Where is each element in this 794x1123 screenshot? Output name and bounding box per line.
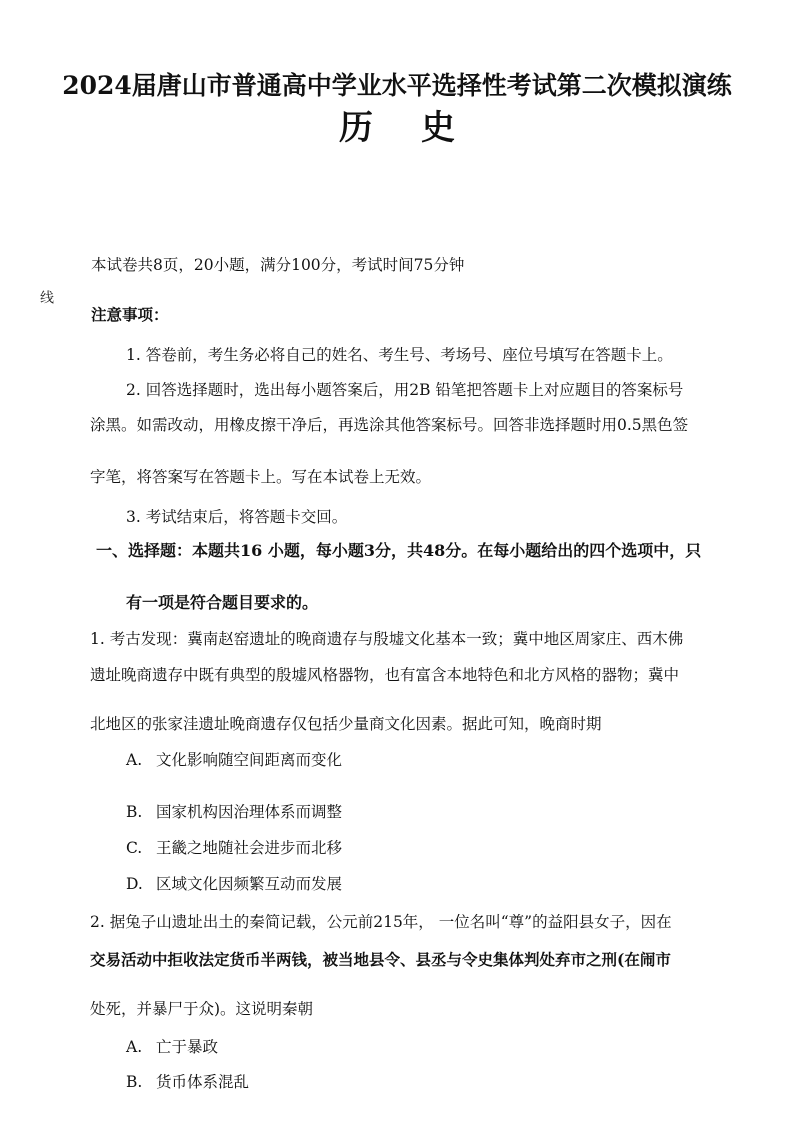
notice-item-2-line-2: 涂黑。如需改动，用橡皮擦干净后，再选涂其他答案标号。回答非选择题时用0.5黑色签 bbox=[90, 416, 689, 434]
question-1-line-3: 北地区的张家洼遗址晚商遗存仅包括少量商文化因素。据此可知，晚商时期 bbox=[90, 715, 602, 733]
question-1-line-1: 1. 考古发现：冀南赵窑遗址的晚商遗存与殷墟文化基本一致；冀中地区周家庄、西木佛 bbox=[90, 630, 684, 648]
q1-option-d bbox=[126, 872, 342, 894]
q1-option-b bbox=[126, 800, 342, 822]
section-heading-line-2: 有一项是符合题目要求的。 bbox=[126, 593, 319, 612]
option-text: 区域文化因频繁互动而发展 bbox=[156, 875, 343, 893]
q2-option-a bbox=[126, 1035, 218, 1057]
option-label: A. bbox=[126, 1038, 143, 1056]
section-heading-line-1: 一、选择题：本题共16 小题，每小题3分，共48分。在每小题给出的四个选项中，只 bbox=[96, 541, 702, 560]
question-2-line-3: 处死，并暴尸于众)。这说明秦朝 bbox=[90, 1000, 314, 1018]
notice-heading: 注意事项： bbox=[91, 305, 169, 324]
option-label: B. bbox=[126, 1073, 143, 1091]
exam-title: 2024届唐山市普通高中学业水平选择性考试第二次模拟演练 bbox=[62, 71, 732, 100]
option-text: 货币体系混乱 bbox=[156, 1073, 250, 1091]
q2-option-b bbox=[126, 1070, 249, 1092]
option-label: C. bbox=[126, 839, 143, 857]
notice-item-1: 1. 答卷前，考生务必将自己的姓名、考生号、考场号、座位号填写在答题卡上。 bbox=[126, 346, 673, 364]
binding-line-mark: 线 bbox=[38, 290, 54, 304]
notice-item-2-line-1: 2. 回答选择题时，选出每小题答案后，用2B 铅笔把答题卡上对应题目的答案标号 bbox=[126, 381, 684, 399]
question-2-line-2: 交易活动中拒收法定货币半两钱，被当地县令、县丞与令史集体判处弃市之刑(在闹市 bbox=[90, 950, 671, 969]
notice-item-3: 3. 考试结束后，将答题卡交回。 bbox=[126, 508, 348, 526]
subject-title: 历史 bbox=[339, 108, 503, 148]
option-label: D. bbox=[126, 875, 143, 893]
option-text: 国家机构因治理体系而调整 bbox=[156, 803, 343, 821]
notice-item-2-line-3: 字笔，将答案写在答题卡上。写在本试卷上无效。 bbox=[90, 468, 432, 486]
option-text: 文化影响随空间距离而变化 bbox=[156, 751, 343, 769]
q1-option-a bbox=[126, 748, 342, 770]
option-text: 亡于暴政 bbox=[156, 1038, 219, 1056]
question-1-line-2: 遗址晚商遗存中既有典型的殷墟风格器物，也有富含本地特色和北方风格的器物；冀中 bbox=[90, 666, 680, 684]
option-label: A. bbox=[126, 751, 143, 769]
exam-intro: 本试卷共8页，20小题，满分100分，考试时间75分钟 bbox=[91, 256, 465, 274]
question-2-line-1: 2. 据兔子山遗址出土的秦简记载，公元前215年， 一位名叫“尊”的益阳县女子，因在 bbox=[90, 913, 672, 931]
q1-option-c bbox=[126, 836, 342, 858]
option-text: 王畿之地随社会进步而北移 bbox=[156, 839, 343, 857]
option-label: B. bbox=[126, 803, 143, 821]
